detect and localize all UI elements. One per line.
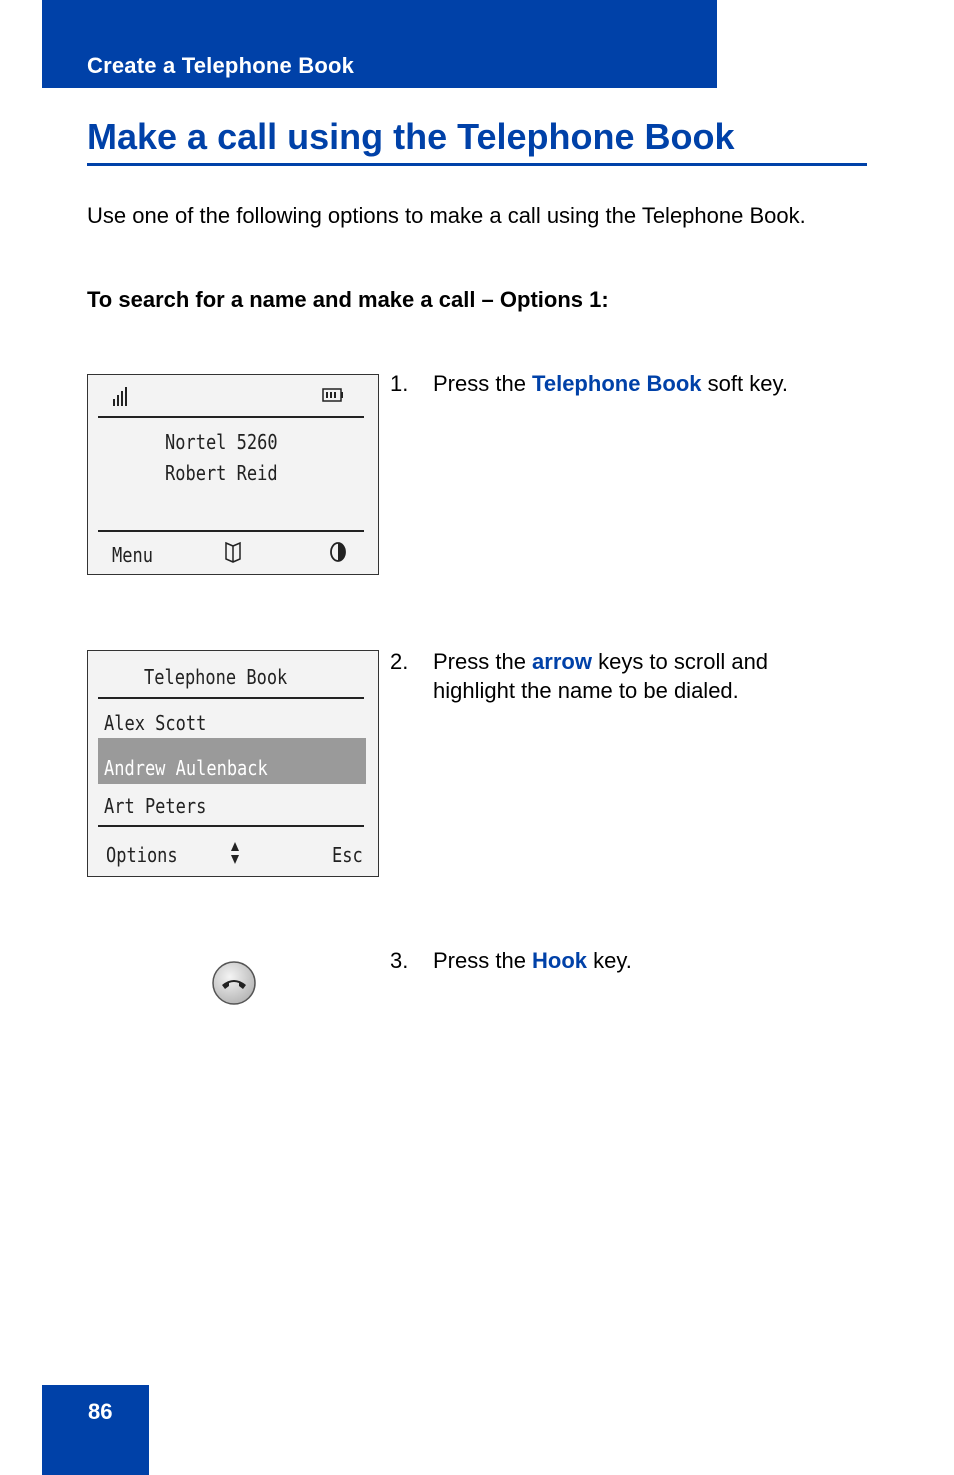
page-number-box: [42, 1385, 149, 1475]
keyword-telephone-book: Telephone Book: [532, 371, 702, 396]
keyword-hook: Hook: [532, 948, 588, 973]
softkey-esc[interactable]: Esc: [332, 843, 363, 867]
keyword-arrow: arrow: [532, 649, 592, 674]
list-item[interactable]: Art Peters: [104, 794, 207, 818]
display-line-1: Nortel 5260: [165, 430, 278, 454]
telephone-book-icon[interactable]: [224, 541, 242, 563]
signal-strength-icon: [112, 385, 130, 407]
battery-icon: [322, 387, 344, 403]
section-title: Create a Telephone Book: [87, 53, 355, 78]
softkey-menu[interactable]: Menu: [112, 543, 153, 567]
procedure-heading: To search for a name and make a call – Options 1:: [87, 287, 609, 312]
up-down-arrow-icon: [230, 841, 240, 865]
telephone-book-display: [87, 650, 379, 877]
contrast-icon[interactable]: [328, 541, 348, 563]
softkey-options[interactable]: Options: [106, 843, 178, 867]
list-item[interactable]: Alex Scott: [104, 711, 207, 735]
page-title: Make a call using the Telephone Book: [87, 116, 735, 157]
display-title: Telephone Book: [144, 665, 288, 689]
title-rule: [87, 163, 867, 166]
header-bar: [42, 0, 717, 88]
page-number: 86: [88, 1399, 113, 1424]
display-line-2: Robert Reid: [165, 461, 278, 485]
idle-screen-display: [87, 374, 379, 575]
list-item-selected[interactable]: Andrew Aulenback: [104, 756, 268, 780]
intro-text: Use one of the following options to make a call using the Telephone Book.: [87, 203, 806, 228]
hook-key-icon: [211, 960, 257, 1006]
